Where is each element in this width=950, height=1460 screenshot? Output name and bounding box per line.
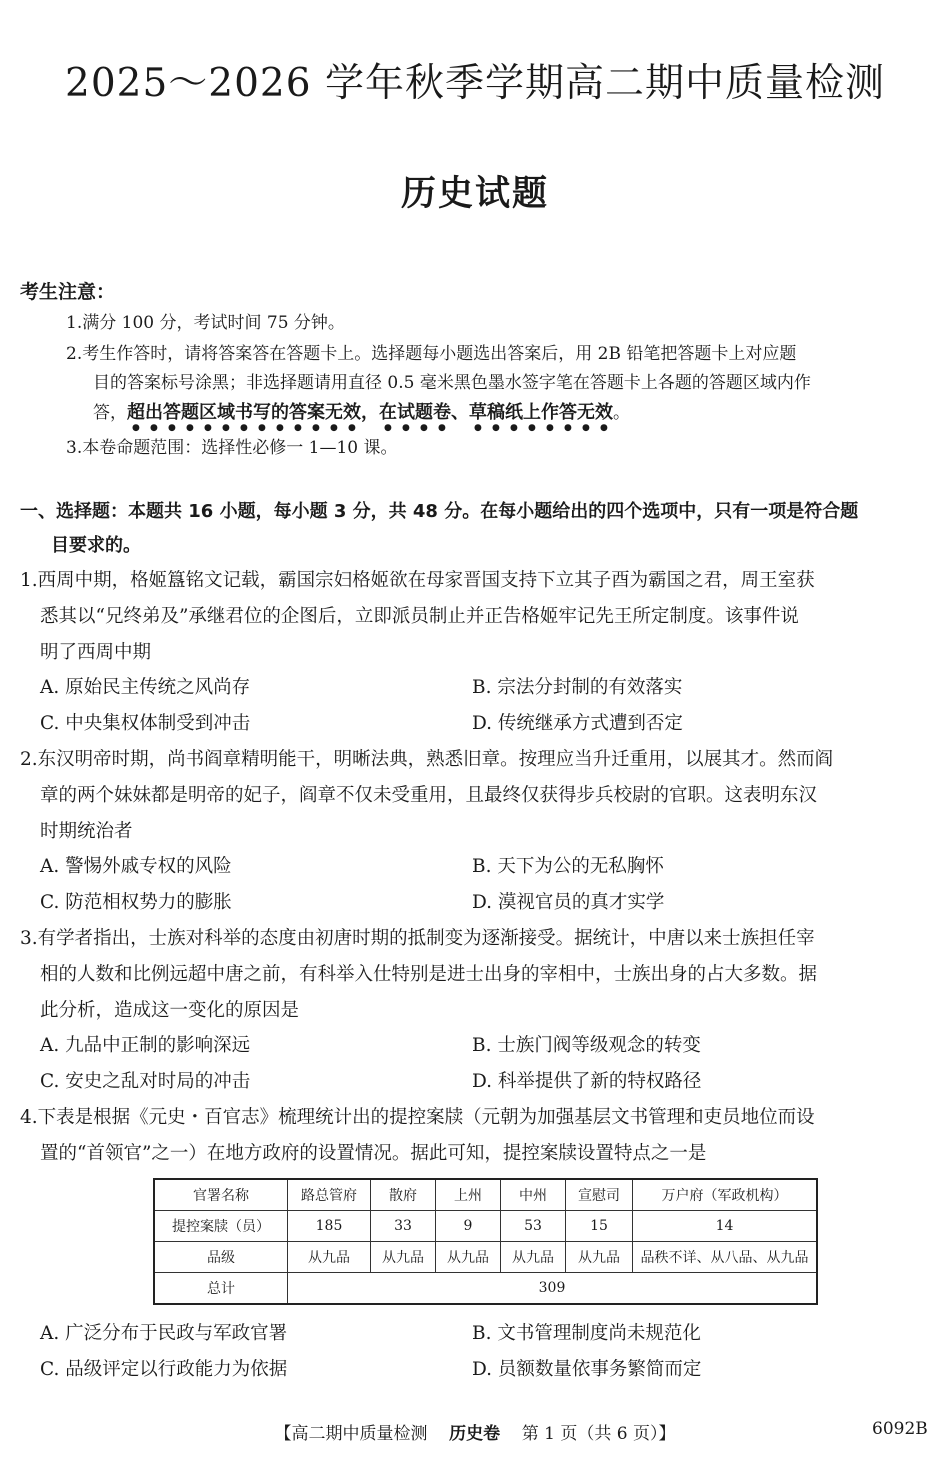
question-3-stem-line-1: 3.有学者指出，士族对科举的态度由初唐时期的抵制变为逐渐接受。据统计，中唐以来士族担任宰: [20, 928, 815, 949]
option-b[interactable]: B. 士族门阀等级观念的转变: [472, 1035, 701, 1056]
notice-item-2-line-3: [66, 398, 932, 433]
table-row: [154, 1179, 817, 1211]
table-cell: 宣慰司: [566, 1179, 633, 1211]
option-a[interactable]: A. 九品中正制的影响深远: [40, 1035, 251, 1056]
notice-item-2: [66, 340, 932, 433]
question-1-stem: [20, 563, 934, 671]
question-1-stem-line-2: 悉其以“兄终弟及”承继君位的企图后，立即派员制止并正告格姬牢记先王所定制度。该事件说: [40, 606, 799, 627]
section-heading-line-1: 一、选择题：本题共 16 小题，每小题 3 分，共 48 分。在每小题给出的四个选项中，只有一项是符合题: [20, 501, 859, 522]
notice-item-2-line-1: 2.考生作答时，请将答案答在答题卡上。选择题每小题选出答案后，用 2B 铅笔把答题卡上对应题: [66, 344, 797, 364]
option-b[interactable]: B. 宗法分封制的有效落实: [472, 677, 683, 698]
footer-exam-name: 【高二期中质量检测: [274, 1424, 428, 1444]
table-cell: 提控案牍（员）: [154, 1211, 288, 1242]
question-3-stem: [20, 921, 934, 1029]
table-cell: 185: [288, 1211, 371, 1242]
table-cell: 53: [501, 1211, 566, 1242]
footer-subject: 历史卷: [449, 1424, 501, 1444]
option-c[interactable]: C. 安史之乱对时局的冲击: [40, 1071, 251, 1092]
paper-code: 6092B: [872, 1419, 928, 1439]
option-c[interactable]: C. 中央集权体制受到冲击: [40, 713, 251, 734]
question-4-stem: [20, 1100, 934, 1172]
table-row: [154, 1211, 817, 1242]
table-cell: 品秩不详、从八品、从九品: [633, 1242, 818, 1273]
table-cell: 中州: [501, 1179, 566, 1211]
table-cell: 从九品: [288, 1242, 371, 1273]
question-1-stem-line-3: 明了西周中期: [40, 642, 152, 663]
data-table: [153, 1178, 818, 1305]
question-2-stem-line-1: 2.东汉明帝时期，尚书阎章精明能干，明晰法典，熟悉旧章。按理应当升迁重用，以展其才。然而阎: [20, 749, 834, 770]
table-cell: 9: [436, 1211, 501, 1242]
question-1-stem-line-1: 1.西周中期，格姬簋铭文记载，霸国宗妇格姬欲在母家晋国支持下立其子酉为霸国之君，周王室获: [20, 570, 815, 591]
table-row: [154, 1242, 817, 1273]
option-c[interactable]: C. 防范相权势力的膨胀: [40, 892, 232, 913]
question-2-stem: [20, 742, 934, 850]
table-cell: 14: [633, 1211, 818, 1242]
table-cell: 从九品: [501, 1242, 566, 1273]
table-cell: 309: [288, 1273, 818, 1305]
question-3-stem-line-3: 此分析，造成这一变化的原因是: [40, 1000, 300, 1021]
table-cell: 从九品: [566, 1242, 633, 1273]
footer-page-number: 第 1 页（共 6 页）】: [521, 1424, 676, 1444]
notice-item-2-prefix: 答，: [93, 403, 127, 423]
section-heading: [20, 495, 932, 563]
notice-item-2-line-2: 目的答案标号涂黑；非选择题请用直径 0.5 毫米黑色墨水签字笔在答题卡上各题的答题区域内作: [93, 373, 811, 393]
option-b[interactable]: B. 天下为公的无私胸怀: [472, 856, 664, 877]
option-d[interactable]: D. 传统继承方式遭到否定: [472, 713, 683, 734]
table-cell: 路总管府: [288, 1179, 371, 1211]
table-cell: 品级: [154, 1242, 288, 1273]
option-b[interactable]: B. 文书管理制度尚未规范化: [472, 1323, 701, 1344]
question-2-stem-line-2: 章的两个妹妹都是明帝的妃子，阎章不仅未受重用，且最终仅获得步兵校尉的官职。这表明东汉: [40, 785, 818, 806]
table-cell: 从九品: [371, 1242, 436, 1273]
option-a[interactable]: A. 原始民主传统之风尚存: [40, 677, 251, 698]
table-cell: 散府: [371, 1179, 436, 1211]
subject-title: 历史试题: [400, 174, 549, 214]
option-a[interactable]: A. 广泛分布于民政与军政官署: [40, 1323, 288, 1344]
table-cell: 官署名称: [154, 1179, 288, 1211]
table-cell: 33: [371, 1211, 436, 1242]
option-d[interactable]: D. 科举提供了新的特权路径: [472, 1071, 702, 1092]
notice-item-3: 3.本卷命题范围：选择性必修一 1—10 课。: [66, 438, 398, 458]
question-3-stem-line-2: 相的人数和比例远超中唐之前，有科举入仕特别是进士出身的宰相中，士族出身的占大多数。据: [40, 964, 818, 985]
table-cell: 15: [566, 1211, 633, 1242]
page-title: 2025～2026 学年秋季学期高二期中质量检测: [65, 61, 885, 106]
section-heading-line-2: 目要求的。: [51, 535, 141, 556]
question-4-stem-line-1: 4.下表是根据《元史・百官志》梳理统计出的提控案牍（元朝为加强基层文书管理和吏员地位而设: [20, 1107, 815, 1128]
table-cell: 总计: [154, 1273, 288, 1305]
option-d[interactable]: D. 漠视官员的真才实学: [472, 892, 665, 913]
page-footer: [0, 1419, 950, 1444]
question-2-stem-line-3: 时期统治者: [40, 821, 133, 842]
table-cell: 上州: [436, 1179, 501, 1211]
notice-item-1: 1.满分 100 分，考试时间 75 分钟。: [66, 313, 345, 333]
notice-item-2-suffix: 。: [613, 403, 630, 423]
table-cell: 从九品: [436, 1242, 501, 1273]
notice-emphasis: 超出答题区域书写的答案无效，在试题卷、草稿纸上作答无效: [127, 402, 613, 423]
option-d[interactable]: D. 员额数量依事务繁简而定: [472, 1359, 702, 1380]
question-4-stem-line-2: 置的“首领官”之一）在地方政府的设置情况。据此可知，提控案牍设置特点之一是: [40, 1143, 707, 1164]
notice-heading: 考生注意：: [20, 281, 116, 303]
option-a[interactable]: A. 警惕外戚专权的风险: [40, 856, 232, 877]
table-row: [154, 1273, 817, 1305]
option-c[interactable]: C. 品级评定以行政能力为依据: [40, 1359, 288, 1380]
table-cell: 万户府（军政机构）: [633, 1179, 818, 1211]
